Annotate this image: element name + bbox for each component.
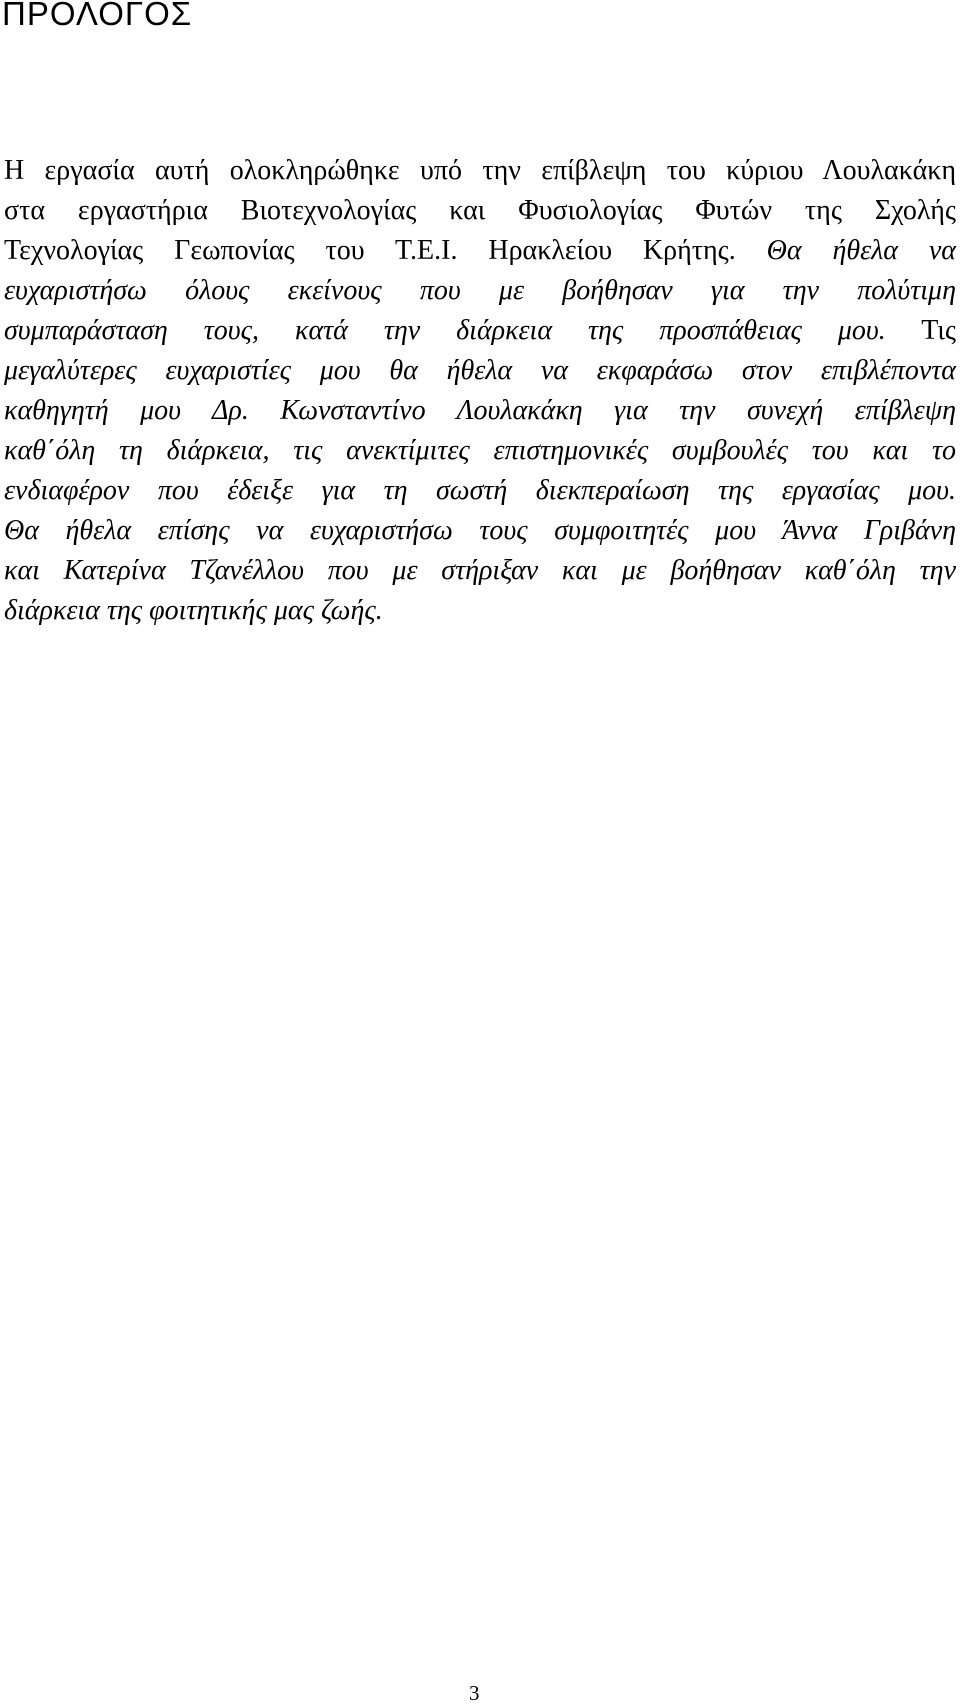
text-segment: συμπαράσταση τους, κατά την διάρκεια της προσπάθειας μου. [4, 315, 886, 346]
text-line [4, 231, 956, 271]
text-segment: Θα ήθελα να [735, 235, 957, 266]
acknowledgement-paragraph [4, 151, 956, 631]
text-segment: Τεχνολογίας Γεωπονίας του Τ.Ε.Ι. Ηρακλείου Κρήτης. [4, 235, 736, 266]
page-title: ΠΡΟΛΟΓΟΣ [2, 0, 193, 32]
text-segment: στα εργαστήρια Βιοτεχνολογίας και Φυσιολογίας Φυτών της Σχολής [4, 195, 956, 226]
text-line [4, 271, 956, 311]
text-line [4, 551, 956, 591]
text-segment: καθ΄όλη τη διάρκεια, τις ανεκτίμιτες επιστημονικές συμβουλές του και το [4, 435, 956, 466]
text-segment: Τις [885, 315, 956, 346]
text-line [4, 351, 956, 391]
text-line [4, 151, 956, 191]
text-line [4, 511, 956, 551]
text-segment: Η εργασία αυτή ολοκληρώθηκε υπό την επίβλεψη του κύριου Λουλακάκη [4, 155, 956, 186]
text-segment: μεγαλύτερες ευχαριστίες μου θα ήθελα να εκφαράσω στον επιβλέποντα [4, 355, 956, 386]
text-segment: ευχαριστήσω όλους εκείνους που με βοήθησαν για την πολύτιμη [4, 275, 956, 306]
text-line [4, 311, 956, 351]
text-line [4, 391, 956, 431]
text-segment: Κωνσταντίνο Λουλακάκη για την συνεχή επίβλεψη [248, 395, 956, 426]
text-segment: καθηγητή μου Δρ. [4, 395, 249, 426]
text-segment: διάρκεια της φοιτητικής μας ζωής. [4, 595, 383, 626]
text-segment: Θα ήθελα επίσης να ευχαριστήσω τους συμφοιτητές μου Άννα Γριβάνη [4, 515, 956, 546]
text-line [4, 591, 956, 631]
text-segment: και Κατερίνα Τζανέλλου που με στήριξαν και με βοήθησαν καθ΄όλη την [4, 555, 956, 586]
text-segment: ενδιαφέρον που έδειξε για τη σωστή διεκπεραίωση της εργασίας μου. [4, 475, 956, 506]
text-line [4, 191, 956, 231]
text-line [4, 431, 956, 471]
page-number: 3 [469, 1681, 480, 1705]
text-line [4, 471, 956, 511]
